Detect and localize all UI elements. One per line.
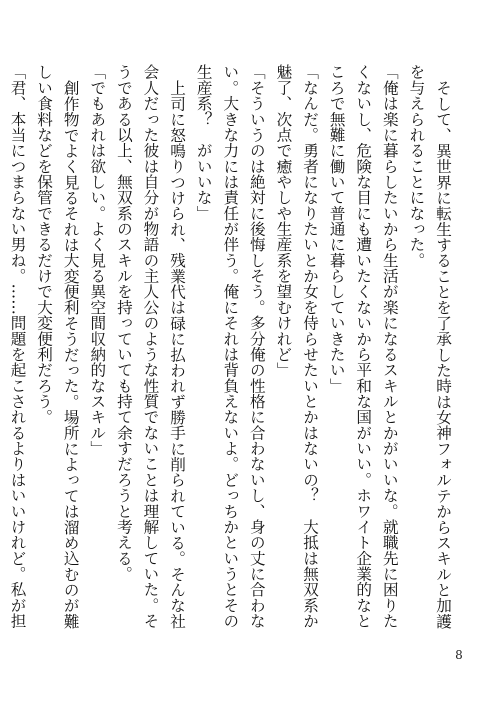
paragraph-narration-2: 上司に怒鳴りつけられ、残業代は碌に払われず勝手に削られている。そんな社会人だった彼は自分が物語の主人公のような性質でないことは理解していた。そうである以上、無双系のスキルを持っていても持て余すだろうと考える。 <box>114 64 187 629</box>
body-text <box>8 64 456 630</box>
paragraph-dialogue-2: 「なんだ。勇者になりたいとか女を侍らせたいとかはないの？ 大抵は無双系か魅了、次点で癒やしや生産系を望むけれど」 <box>274 64 320 629</box>
paragraph-dialogue-1: 「俺は楽に暮らしたいから生活が楽になるスキルとかがいいな。就職先に困りたくないし、危険な目にも遭いたくないから平和な国がいい。ホワイト企業的なところで無難に働いて普通に暮らしていきたい」 <box>327 64 399 629</box>
paragraph-narration-3: 創作物でよく見るそれは大変便利そうだった。場所によっては溜め込むのが難しい食料などを保管できるだけで大変便利だろう。 <box>35 64 80 629</box>
paragraph-narration-1: そして、異世界に転生することを了承した時は女神フォルテからスキルと加護を与えられることになった。 <box>407 64 452 629</box>
page-number: 8 <box>455 648 463 662</box>
paragraph-dialogue-5: 「君、本当につまらない男ね。……問題を起こされるよりはいいけれど。私が担 <box>8 64 27 629</box>
paragraph-dialogue-4: 「でもあれは欲しい。よく見る異空間収納的なスキル」 <box>88 64 107 456</box>
paragraph-dialogue-3: 「そういうのは絶対に後悔しそう。多分俺の性格に合わないし、身の丈に合わない。大きな力には責任が伴う。俺にそれは背負えないよ。どっちかというとその生産系？ がいいな」 <box>194 64 266 629</box>
